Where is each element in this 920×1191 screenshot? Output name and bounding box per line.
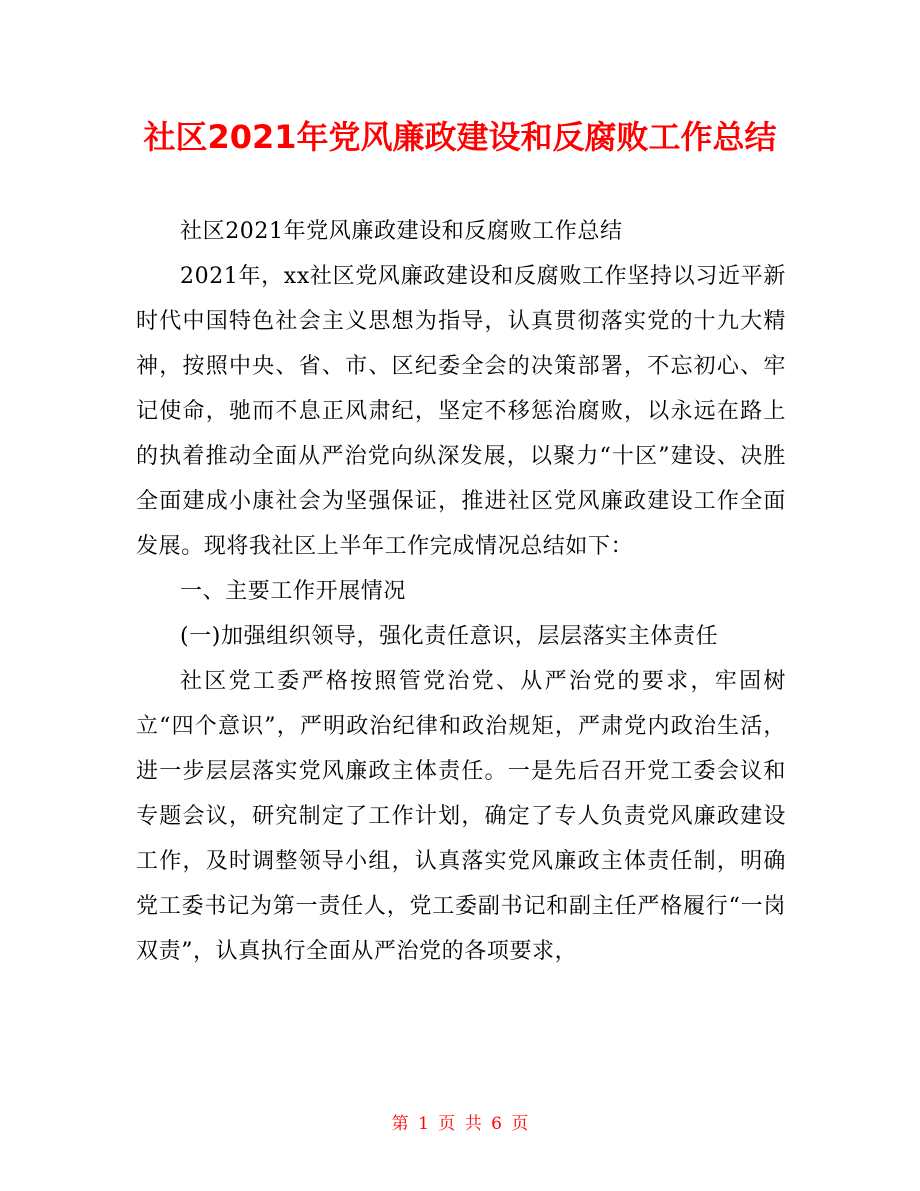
- subsection-heading: (一)加强组织领导，强化责任意识，层层落实主体责任: [180, 624, 719, 649]
- page-footer: 第 1 页 共 6 页: [391, 1114, 529, 1134]
- paragraph-heading-repeat: 社区2021年党风廉政建设和反腐败工作总结: [180, 219, 623, 244]
- paragraph-body: 社区党工委严格按照管党治党、从严治党的要求，牢固树立“四个意识”，严明政治纪律和政治规矩，严肃党内政治生活，进一步层层落实党风廉政主体责任。一是先后召开党工委会议和专题会议，研究制定了工作计划，确定了专人负责党风廉政建设工作，及时调整领导小组，认真落实党风廉政主体责任制，明确党工委书记为第一责任人，党工委副书记和副主任严格履行“一岗双责”，认真执行全面从严治党的各项要求，: [136, 669, 786, 964]
- section-heading: 一、主要工作开展情况: [180, 579, 407, 604]
- document-body: [136, 209, 786, 974]
- paragraph-intro: 2021年，xx社区党风廉政建设和反腐败工作坚持以习近平新时代中国特色社会主义思想为指导，认真贯彻落实党的十九大精神，按照中央、省、市、区纪委全会的决策部署，不忘初心、牢记使命，驰而不息正风肃纪，坚定不移惩治腐败，以永远在路上的执着推动全面从严治党向纵深发展，以聚力“十区”建设、决胜全面建成小康社会为坚强保证，推进社区党风廉政建设工作全面发展。现将我社区上半年工作完成情况总结如下：: [136, 264, 786, 559]
- document-title: 社区2021年党风廉政建设和反腐败工作总结: [143, 118, 777, 156]
